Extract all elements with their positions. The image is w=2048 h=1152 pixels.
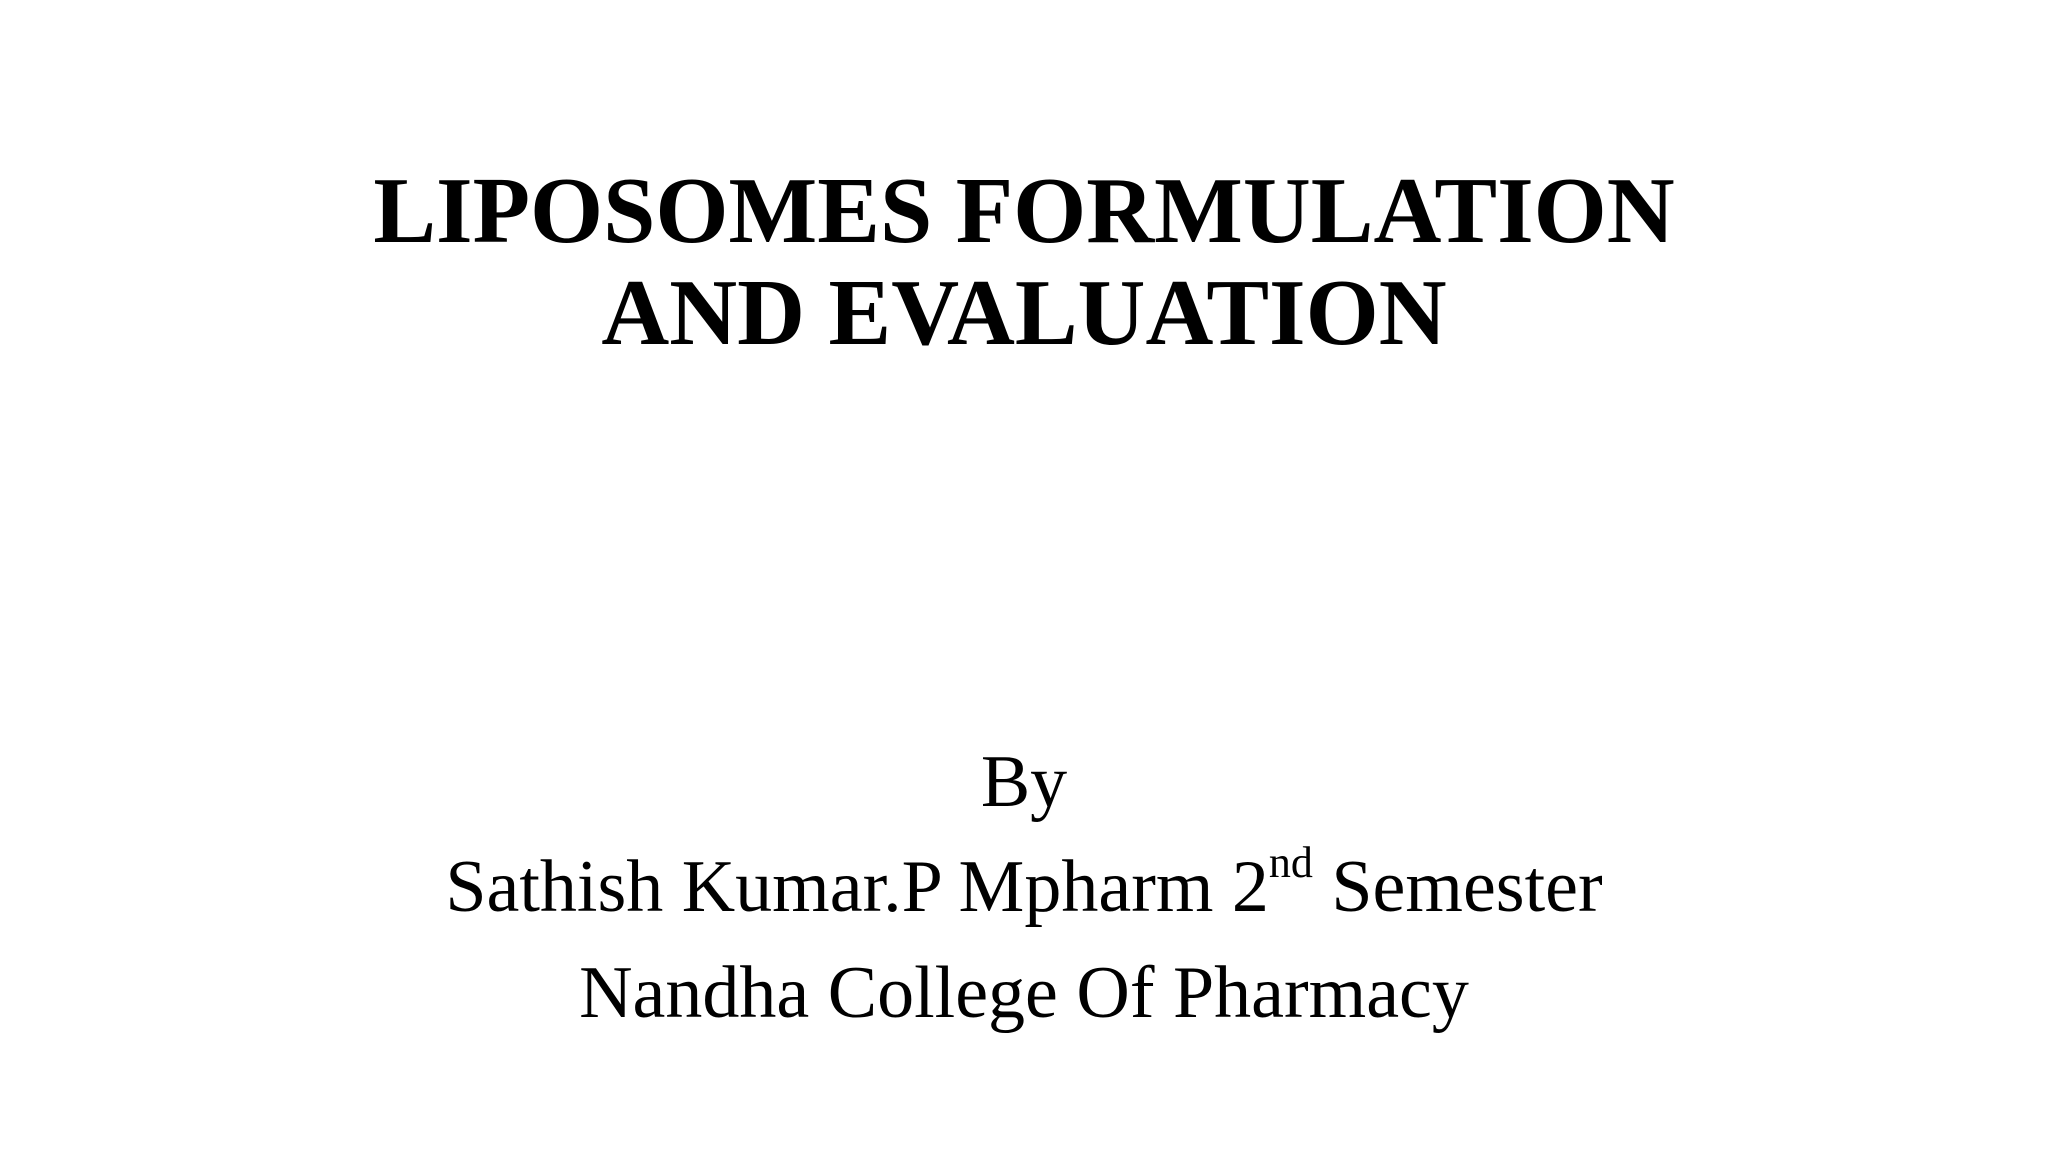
semester-label: Semester [1312,846,1603,928]
author-name-program: Sathish Kumar.P Mpharm 2 [445,846,1269,928]
institution-name: Nandha College Of Pharmacy [579,952,1469,1034]
title-line-2: AND EVALUATION [601,261,1447,365]
ordinal-suffix: nd [1268,838,1313,888]
slide-title [0,160,2048,364]
author-line [0,834,2048,940]
byline [0,730,2048,1046]
by-label: By [980,741,1068,823]
title-line-1: LIPOSOMES FORMULATION [373,159,1675,263]
